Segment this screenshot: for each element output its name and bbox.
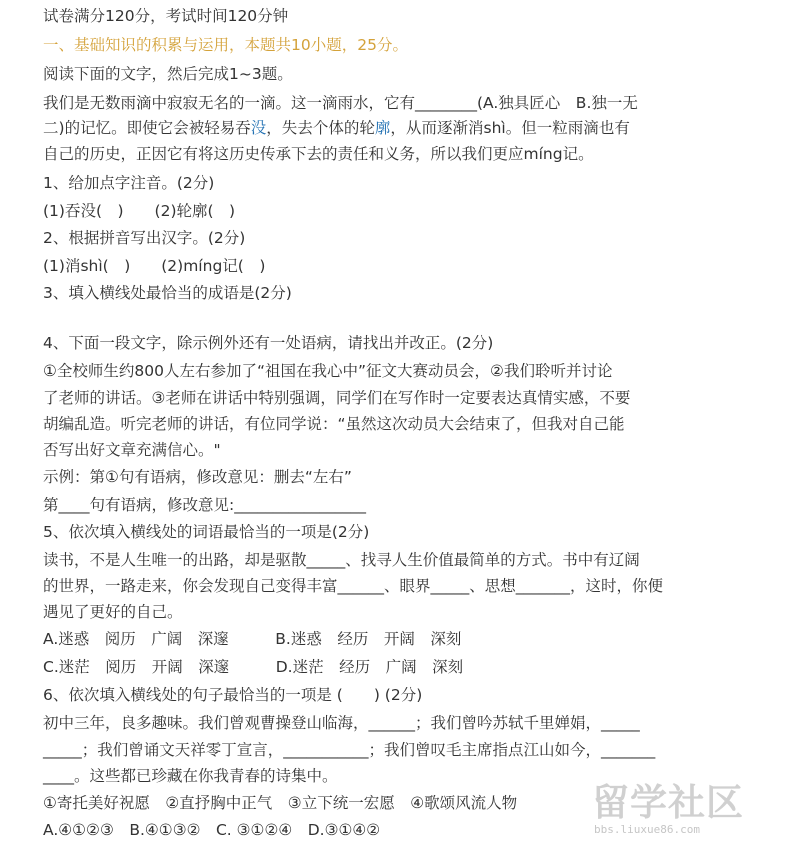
q5-text-line-3: 遇见了更好的自己。 bbox=[43, 603, 183, 621]
passage-line-3: 自己的历史，正因它有将这历史传承下去的责任和义务，所以我们更应míng记。 bbox=[43, 145, 594, 163]
section-heading: 一、基础知识的积累与运用，本题共10小题，25分。 bbox=[43, 36, 408, 54]
watermark-logo-text: 留学社区 bbox=[592, 781, 744, 824]
site-watermark bbox=[592, 781, 772, 843]
q6-options: A.④①②③ B.④①③② C. ③①②④ D.③①④② bbox=[43, 821, 381, 839]
q4-text-line-3: 胡编乱造。听完老师的讲话，有位同学说：“虽然这次动员大会结束了，但我对自己能 bbox=[43, 415, 625, 433]
q6-choices: ①寄托美好祝愿 ②直抒胸中正气 ③立下统一宏愿 ④歌颂风流人物 bbox=[43, 794, 518, 812]
question-3: 3、填入横线处最恰当的成语是(2分) bbox=[43, 284, 292, 302]
highlighted-char: 没 bbox=[250, 119, 267, 137]
q5-text-line-1: 读书，不是人生唯一的出路，却是驱散_____、找寻人生价值最简单的方式。书中有辽阔 bbox=[43, 551, 640, 569]
q4-example: 示例：第①句有语病，修改意见：删去“左右” bbox=[43, 468, 352, 486]
passage-line-2 bbox=[43, 116, 774, 142]
question-2: 2、根据拼音写出汉字。(2分) bbox=[43, 229, 246, 247]
passage-line-2-text: 二)的记忆。即使它会被轻易吞没，失去个体的轮廓，从而逐渐消shì。但一粒雨滴也有 bbox=[43, 119, 630, 137]
question-1-blanks: (1)吞没( ) (2)轮廓( ) bbox=[43, 202, 236, 220]
reading-instruction: 阅读下面的文字，然后完成1~3题。 bbox=[43, 65, 293, 83]
q5-options-cd: C.迷茫 阅历 开阔 深邃 D.迷茫 经历 广阔 深刻 bbox=[43, 658, 464, 676]
question-2-blanks: (1)消shì( ) (2)míng记( ) bbox=[43, 257, 266, 275]
question-5: 5、依次填入横线处的词语最恰当的一项是(2分) bbox=[43, 523, 370, 541]
question-4: 4、下面一段文字，除示例外还有一处语病，请找出并改正。(2分) bbox=[43, 334, 494, 352]
q6-text-line-2: _____；我们曾诵文天祥零丁宣言，___________；我们曾叹毛主席指点江山如今，_______ bbox=[43, 741, 656, 759]
q4-answer-line: 第____句有语病，修改意见:_________________ bbox=[43, 496, 366, 514]
q4-text-line-1: ①全校师生约800人左右参加了“祖国在我心中”征文大赛动员会，②我们聆听并讨论 bbox=[43, 362, 613, 380]
exam-info: 试卷满分120分，考试时间120分钟 bbox=[43, 7, 289, 25]
question-6: 6、依次填入横线处的句子最恰当的一项是 ( ) (2分) bbox=[43, 686, 423, 704]
q5-text-line-2: 的世界，一路走来，你会发现自己变得丰富______、眼界_____、思想_______，这时，你便 bbox=[43, 577, 664, 595]
watermark-url: bbs.liuxue86.com bbox=[594, 823, 700, 836]
q5-options-ab: A.迷惑 阅历 广阔 深邃 B.迷惑 经历 开阔 深刻 bbox=[43, 630, 462, 648]
q6-text-line-1: 初中三年，良多趣味。我们曾观曹操登山临海，______；我们曾吟苏轼千里婵娟，_____ bbox=[43, 714, 640, 732]
q4-text-line-4: 否写出好文章充满信心。" bbox=[43, 441, 221, 459]
highlighted-char: 廓 bbox=[374, 119, 391, 137]
q6-text-line-3: ____。这些都已珍藏在你我青春的诗集中。 bbox=[43, 767, 338, 785]
passage-line-1: 我们是无数雨滴中寂寂无名的一滴。这一滴雨水，它有________(A.独具匠心 B.独一无 bbox=[43, 94, 638, 112]
q4-text-line-2: 了老师的讲话。③老师在讲话中特别强调，同学们在写作时一定要表达真情实感，不要 bbox=[43, 389, 631, 407]
question-1: 1、给加点字注音。(2分) bbox=[43, 174, 215, 192]
